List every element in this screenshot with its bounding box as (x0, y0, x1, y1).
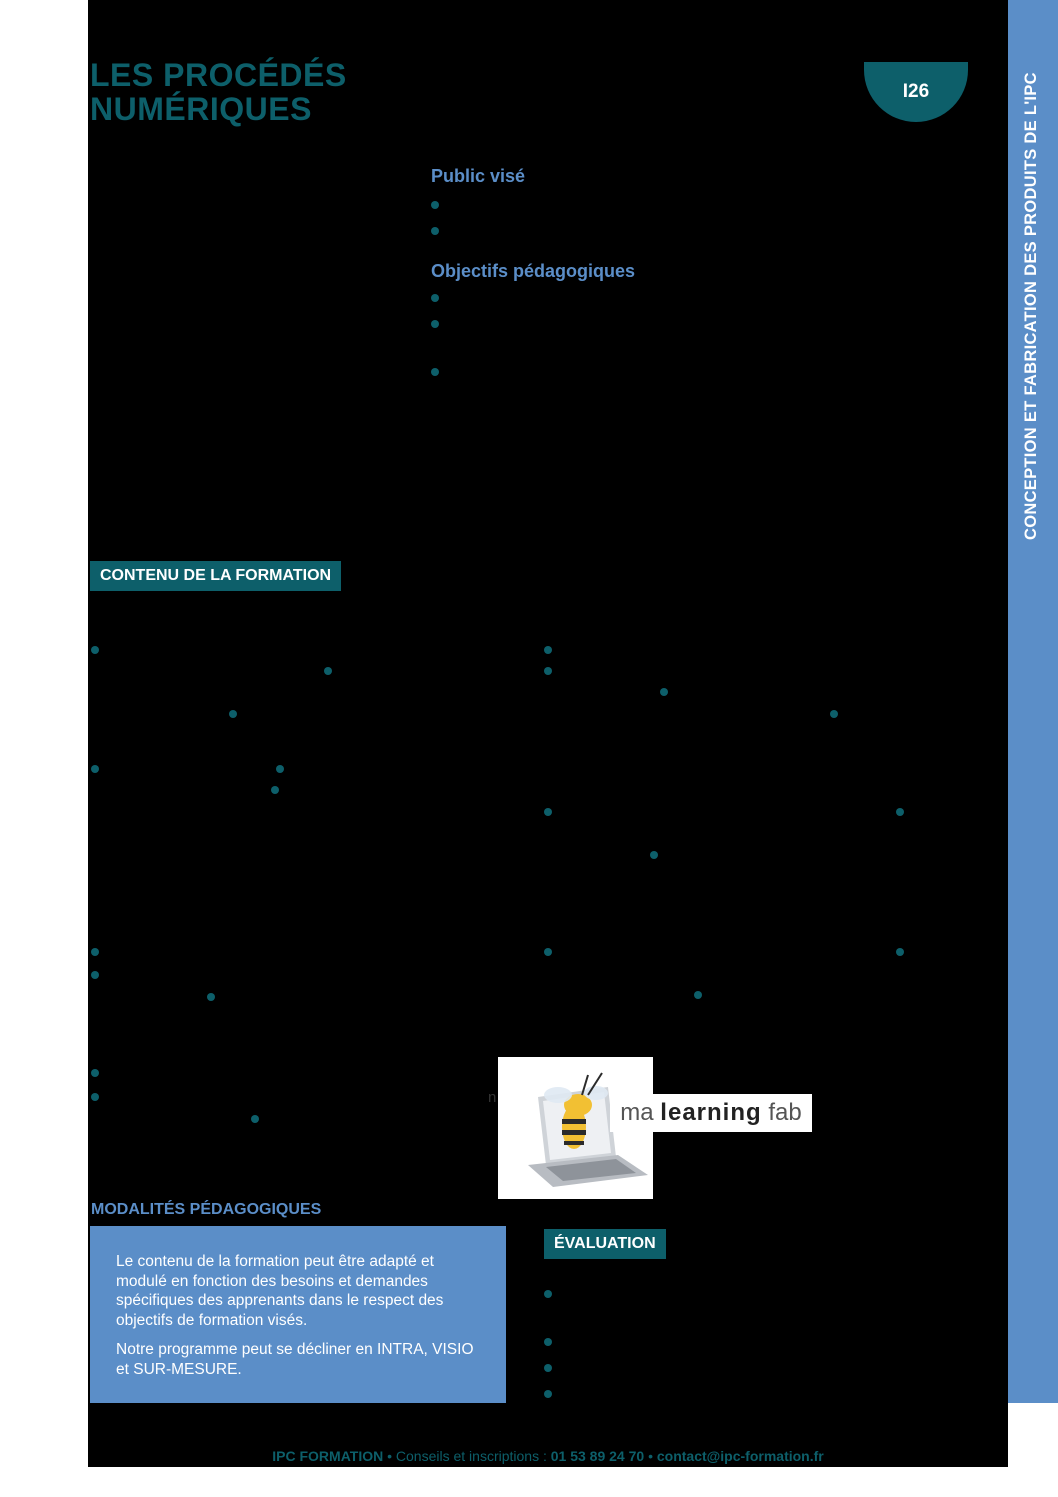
contenu-bullet (544, 646, 552, 654)
contenu-bullet (91, 1069, 99, 1077)
contenu-bullet (544, 948, 552, 956)
learning-fab-logo (610, 1094, 812, 1132)
contenu-bullet (229, 710, 237, 718)
objectifs-bullet (431, 294, 439, 302)
side-label: CONCEPTION ET FABRICATION DES PRODUITS DE L'IPC (1022, 72, 1040, 540)
footer (88, 1448, 1008, 1464)
contenu-bullet (91, 646, 99, 654)
contenu-bullet (660, 688, 668, 696)
logo-prefix: ma (620, 1099, 654, 1126)
title-line-1: LES PROCÉDÉS (90, 57, 347, 93)
contenu-bullet (91, 1093, 99, 1101)
contenu-bullet (91, 765, 99, 773)
partial-text: n (488, 1089, 497, 1106)
contenu-bullet (91, 971, 99, 979)
contenu-badge: CONTENU DE LA FORMATION (90, 561, 341, 591)
contenu-bullet (271, 786, 279, 794)
footer-phone[interactable]: 01 53 89 24 70 (550, 1448, 645, 1464)
contenu-bullet (251, 1115, 259, 1123)
contenu-bullet (896, 808, 904, 816)
logo-suffix: fab (768, 1099, 802, 1126)
contenu-bullet (896, 948, 904, 956)
page-number: I26 (864, 62, 968, 122)
contenu-bullet (207, 993, 215, 1001)
public-bullet (431, 201, 439, 209)
title-line-2: NUMÉRIQUES (90, 91, 312, 127)
objectifs-heading: Objectifs pédagogiques (431, 261, 636, 281)
public-vise-heading: Public visé (431, 166, 526, 186)
modalites-heading: MODALITÉS PÉDAGOGIQUES (91, 1201, 322, 1218)
evaluation-badge: ÉVALUATION (544, 1229, 666, 1259)
logo-brand: learning (660, 1099, 762, 1126)
evaluation-bullet (544, 1290, 552, 1298)
contenu-bullet (694, 991, 702, 999)
contenu-bullet (276, 765, 284, 773)
footer-brand: IPC FORMATION (272, 1448, 384, 1464)
modalites-paragraph: Notre programme peut se décliner en INTRA, VISIO et SUR-MESURE. (116, 1341, 474, 1378)
evaluation-bullet (544, 1390, 552, 1398)
contenu-bullet (544, 667, 552, 675)
modalites-box (90, 1226, 506, 1403)
evaluation-bullet (544, 1338, 552, 1346)
contenu-bullet (544, 808, 552, 816)
public-bullet (431, 227, 439, 235)
evaluation-bullet (544, 1364, 552, 1372)
footer-text: Conseils et inscriptions : (395, 1448, 547, 1464)
footer-email[interactable]: contact@ipc-formation.fr (656, 1448, 824, 1464)
contenu-bullet (91, 948, 99, 956)
page-title (90, 58, 347, 126)
contenu-bullet (324, 667, 332, 675)
objectifs-bullet (431, 320, 439, 328)
footer-separator: • (648, 1448, 653, 1464)
contenu-bullet (830, 710, 838, 718)
objectifs-bullet (431, 368, 439, 376)
contenu-bullet (650, 851, 658, 859)
modalites-paragraph: Le contenu de la formation peut être adapté et modulé en fonction des besoins et demandes spécifiques des apprenants dans le respect des objectifs de formation visés. (116, 1253, 444, 1329)
footer-separator: • (387, 1448, 393, 1464)
